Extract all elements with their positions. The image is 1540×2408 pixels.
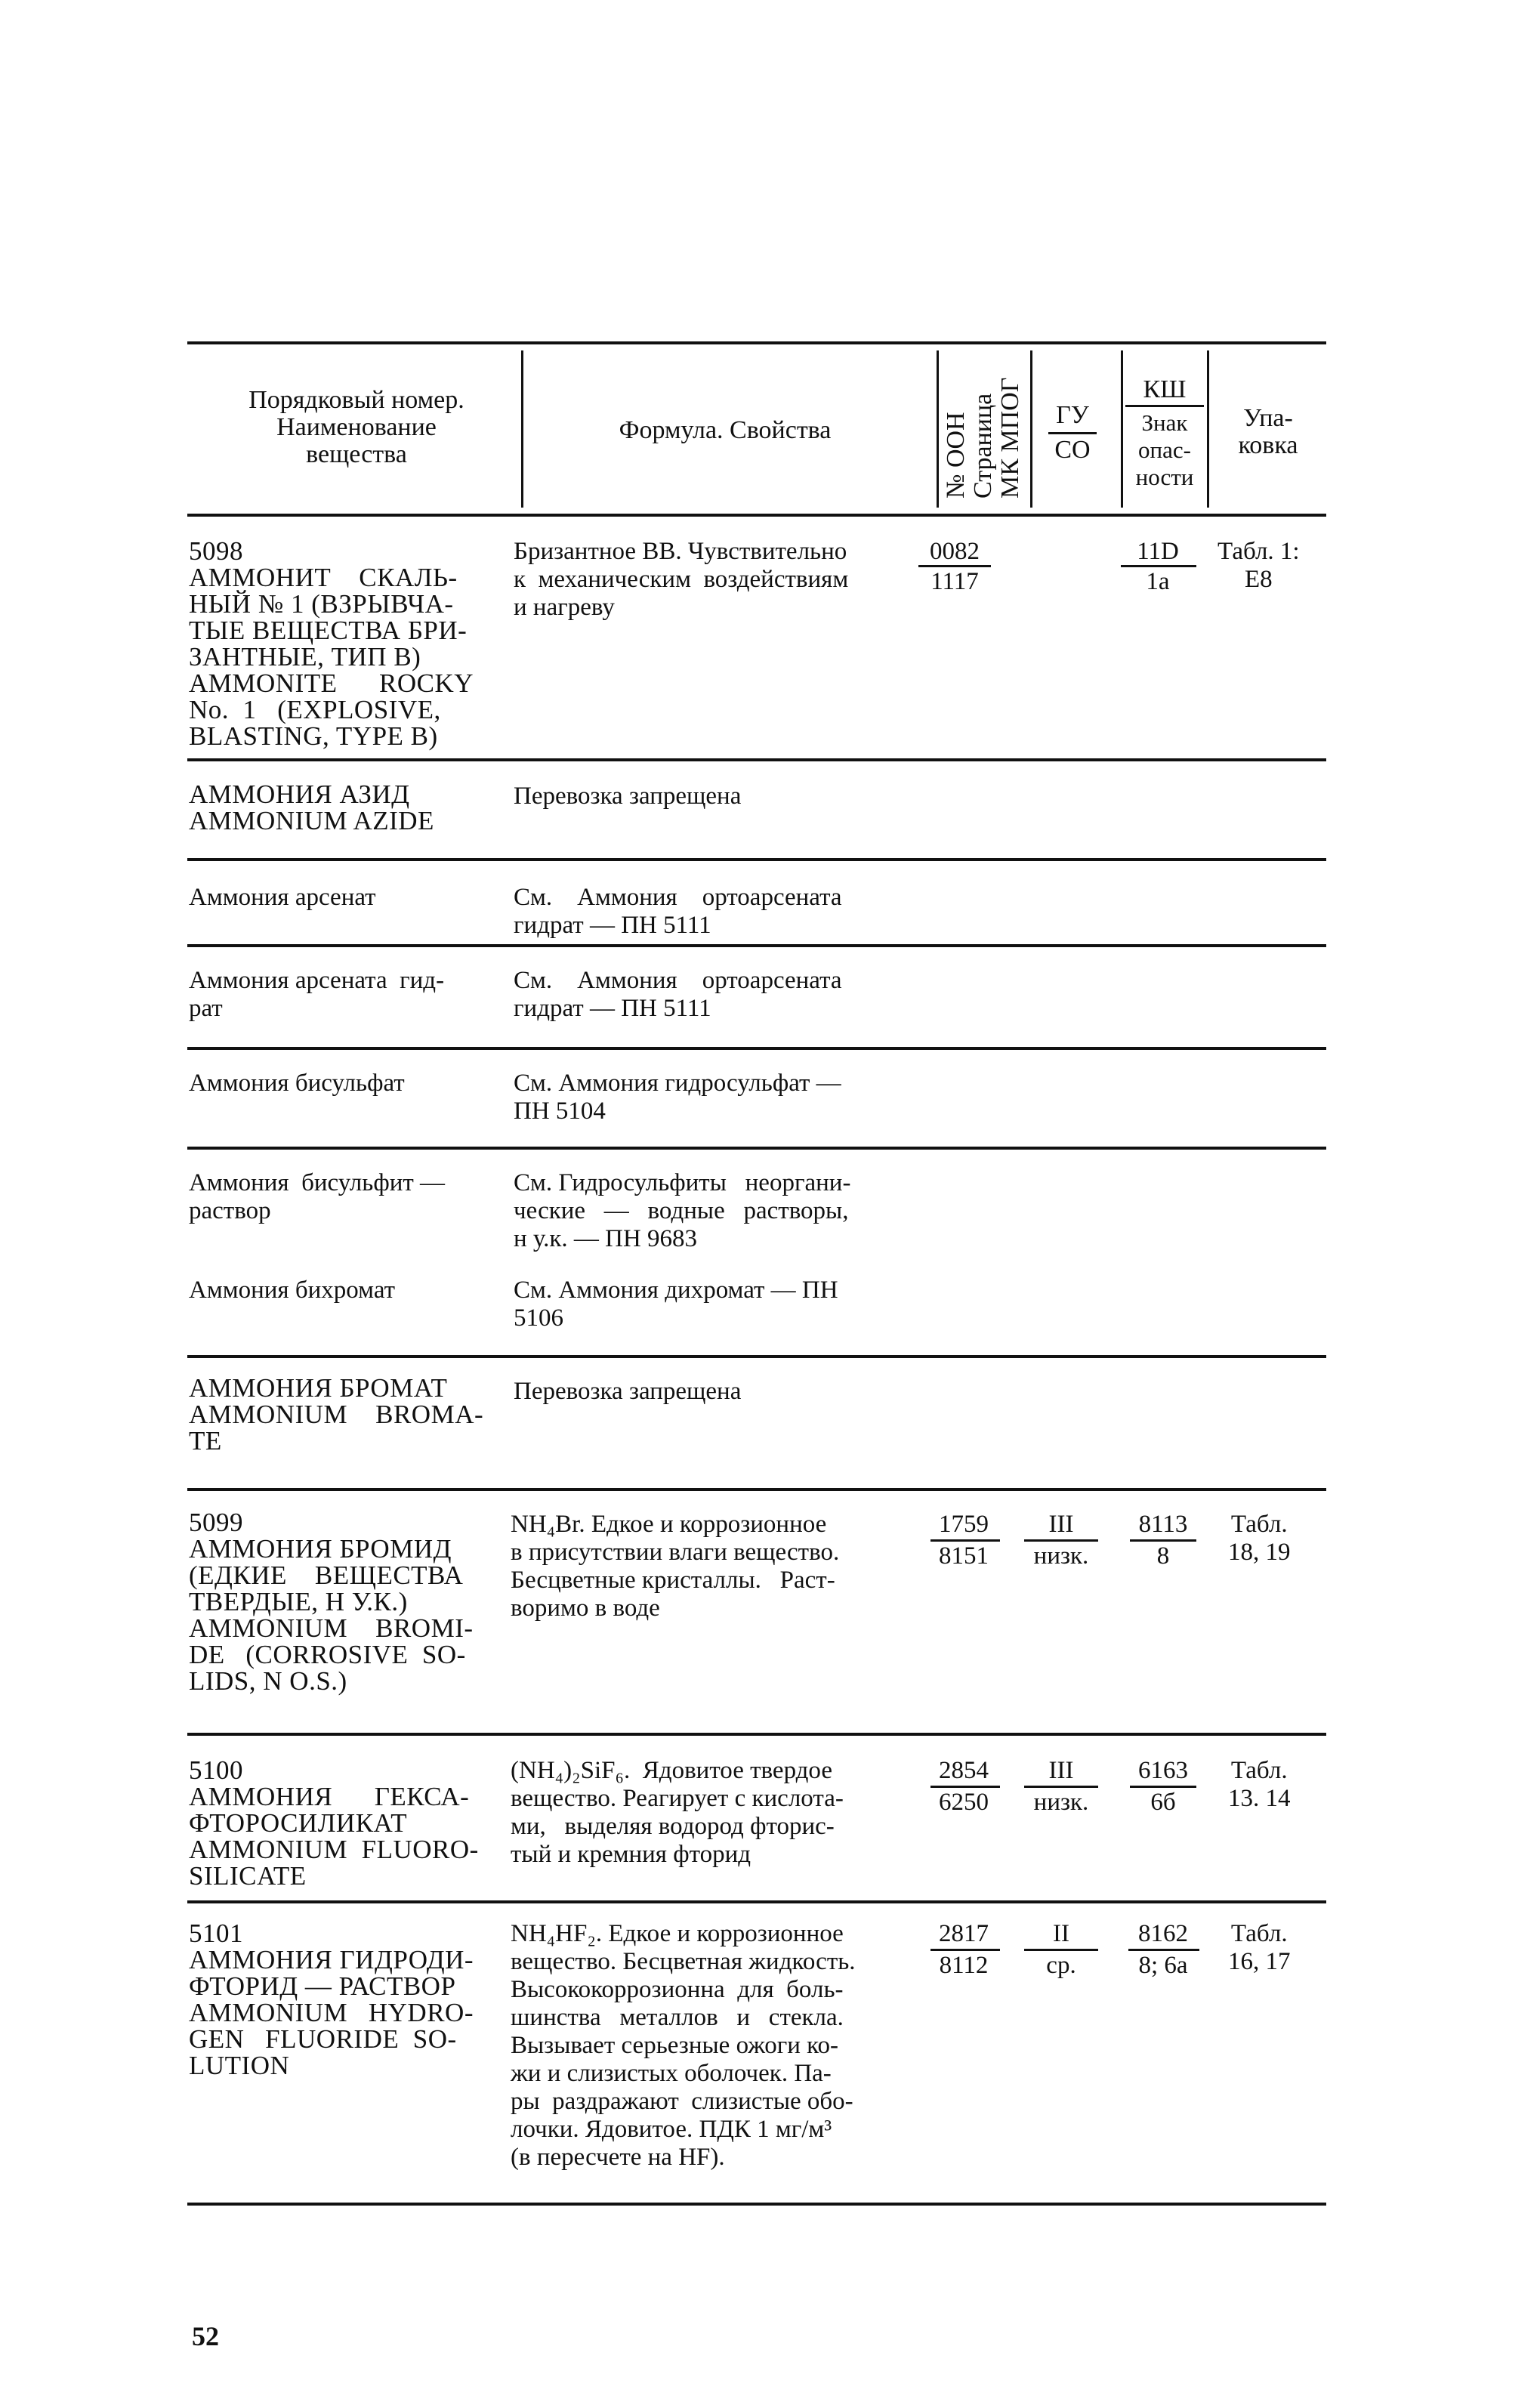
header-col-pack: Упа- ковка [1238,404,1298,459]
row-rule [187,1047,1326,1050]
packaging: Табл. 13. 14 [1228,1757,1291,1812]
entry-properties: (NH₄)₂SiF₆. Ядовитое твердое вещество. Реагирует с кислота- ми, выделяя водород фторис- тый и кремния фторид [511,1757,844,1868]
ksh-rule [1130,1786,1196,1788]
ksh-code: 11D [1137,538,1179,565]
co-level: низк. [1033,1789,1089,1816]
un-number: 2854 [939,1757,989,1784]
entry-name: Аммония арсенат [189,884,376,911]
header-col-un: № ООН [942,412,970,499]
header-divider-5 [1207,350,1209,508]
entry-name: АММОНИЯ БРОМАТ AMMONIUM BROMA- TE [189,1373,484,1456]
entry-properties: См. Аммония дихромат — ПН 5106 [514,1277,838,1332]
ksh-rule [1130,1539,1196,1542]
mk-page: 8151 [939,1542,989,1570]
entry-properties: Перевозка запрещена [514,783,742,810]
entry-properties: См. Гидросульфиты неоргани- ческие — водные растворы, н у.к. — ПН 9683 [514,1169,851,1252]
ksh-rule [1121,565,1196,567]
header-col-formula: Формула. Свойства [619,416,832,444]
entry-name: Аммония бисульфат [189,1070,405,1097]
page-number: 52 [192,2321,219,2351]
row-rule [187,858,1326,861]
row-rule [187,1147,1326,1150]
entry-name: 5099 АММОНИЯ БРОМИД (ЕДКИЕ ВЕЩЕСТВА ТВЕРДЫЕ, Н У.К.) AMMONIUM BROMI- DE (CORROSIVE SO- LIDS, N O.S.) [189,1508,474,1696]
table-bottom-rule [187,2203,1326,2206]
gu-rule [1024,1949,1098,1951]
entry-name: Аммония бихромат [189,1277,396,1304]
un-number: 1759 [939,1511,989,1538]
co-level: низк. [1033,1542,1089,1570]
entry-name: 5098 АММОНИТ СКАЛЬ- НЫЙ № 1 (ВЗРЫВЧА- ТЫЕ ВЕЩЕСТВА БРИ- ЗАНТНЫЕ, ТИП В) AMMONITE ROCKY No. 1 (EXPLOSIVE, BLASTING, TYPE B) [189,536,474,751]
entry-properties: Бризантное ВВ. Чувствительно к механическим воздействиям и нагреву [514,538,849,621]
un-rule [930,1786,1000,1788]
header-col-mk: МК МПОГ [996,377,1024,499]
row-rule [187,944,1326,947]
un-rule [930,1949,1000,1951]
ksh-code: 6163 [1138,1757,1188,1784]
mk-page: 8112 [939,1952,989,1979]
packaging: Табл. 16, 17 [1228,1920,1291,1975]
gu-class: III [1048,1511,1074,1538]
header-col-name: Порядковый номер. Наименование вещества [248,386,464,468]
entry-properties: NH₄HF₂. Едкое и коррозионное вещество. Бесцветная жидкость. Высококоррозионна для боль- шинства металлов и стекла. Вызывает серьезные ожоги ко- жи и слизистых оболочек. Па- ры раздражают слизистые обо- лочки. Ядовитое. ПДК 1 мг/м³ (в пересчете на HF). [511,1920,856,2171]
header-divider-3 [1030,350,1032,508]
ksh-code: 8162 [1138,1920,1188,1947]
entry-name: Аммония бисульфит — раствор [189,1169,446,1224]
entry-name: Аммония арсената гид- рат [189,967,445,1022]
header-bottom-rule [187,514,1326,517]
entry-properties: Перевозка запрещена [514,1378,742,1405]
un-rule [930,1539,1000,1542]
header-divider-2 [937,350,939,508]
header-ksh-rule [1125,405,1204,407]
gu-class: III [1048,1757,1074,1784]
row-rule [187,1355,1326,1358]
entry-name: 5101 АММОНИЯ ГИДРОДИ- ФТОРИД — РАСТВОР AMMONIUM HYDRO- GEN FLUORIDE SO- LUTION [189,1919,474,2080]
hazard-sign: 1a [1146,568,1170,595]
ksh-rule [1128,1949,1199,1951]
row-rule [187,1900,1326,1903]
header-top-rule [187,341,1326,344]
packaging: Табл. 1: E8 [1217,538,1300,593]
entry-properties: См. Аммония ортоарсената гидрат — ПН 5111 [514,967,842,1022]
mk-page: 1117 [930,568,979,595]
entry-name: 5100 АММОНИЯ ГЕКСА- ФТОРОСИЛИКАТ AMMONIUM FLUORO- SILICATE [189,1755,479,1891]
un-rule [918,565,991,567]
header-col-page: Страница [969,393,997,499]
entry-name: АММОНИЯ АЗИД AMMONIUM AZIDE [189,780,434,835]
header-gu-rule [1048,432,1097,434]
hazard-sign: 8 [1156,1542,1170,1570]
header-col-gu: ГУ [1056,401,1089,429]
header-divider-4 [1121,350,1123,508]
header-col-co: СО [1054,436,1091,464]
ksh-code: 8113 [1138,1511,1188,1538]
header-divider-1 [521,350,523,508]
mk-page: 6250 [939,1789,989,1816]
gu-rule [1024,1786,1098,1788]
gu-class: II [1053,1920,1069,1947]
row-rule [187,1733,1326,1736]
un-number: 2817 [939,1920,989,1947]
packaging: Табл. 18, 19 [1228,1511,1291,1566]
row-rule [187,1488,1326,1491]
un-number: 0082 [930,538,980,565]
co-level: ср. [1046,1952,1076,1979]
entry-properties: См. Аммония гидросульфат — ПН 5104 [514,1070,841,1125]
header-col-sign: Знак опас- ности [1135,409,1194,490]
hazard-sign: 8; 6а [1138,1952,1188,1979]
row-rule [187,758,1326,761]
entry-properties: NH₄Br. Едкое и коррозионное в присутствии влаги вещество. Бесцветные кристаллы. Раст- воримо в воде [511,1511,840,1622]
hazard-sign: 6б [1150,1789,1176,1816]
entry-properties: См. Аммония ортоарсената гидрат — ПН 5111 [514,884,842,939]
header-col-ksh: КШ [1143,375,1187,403]
gu-rule [1024,1539,1098,1542]
